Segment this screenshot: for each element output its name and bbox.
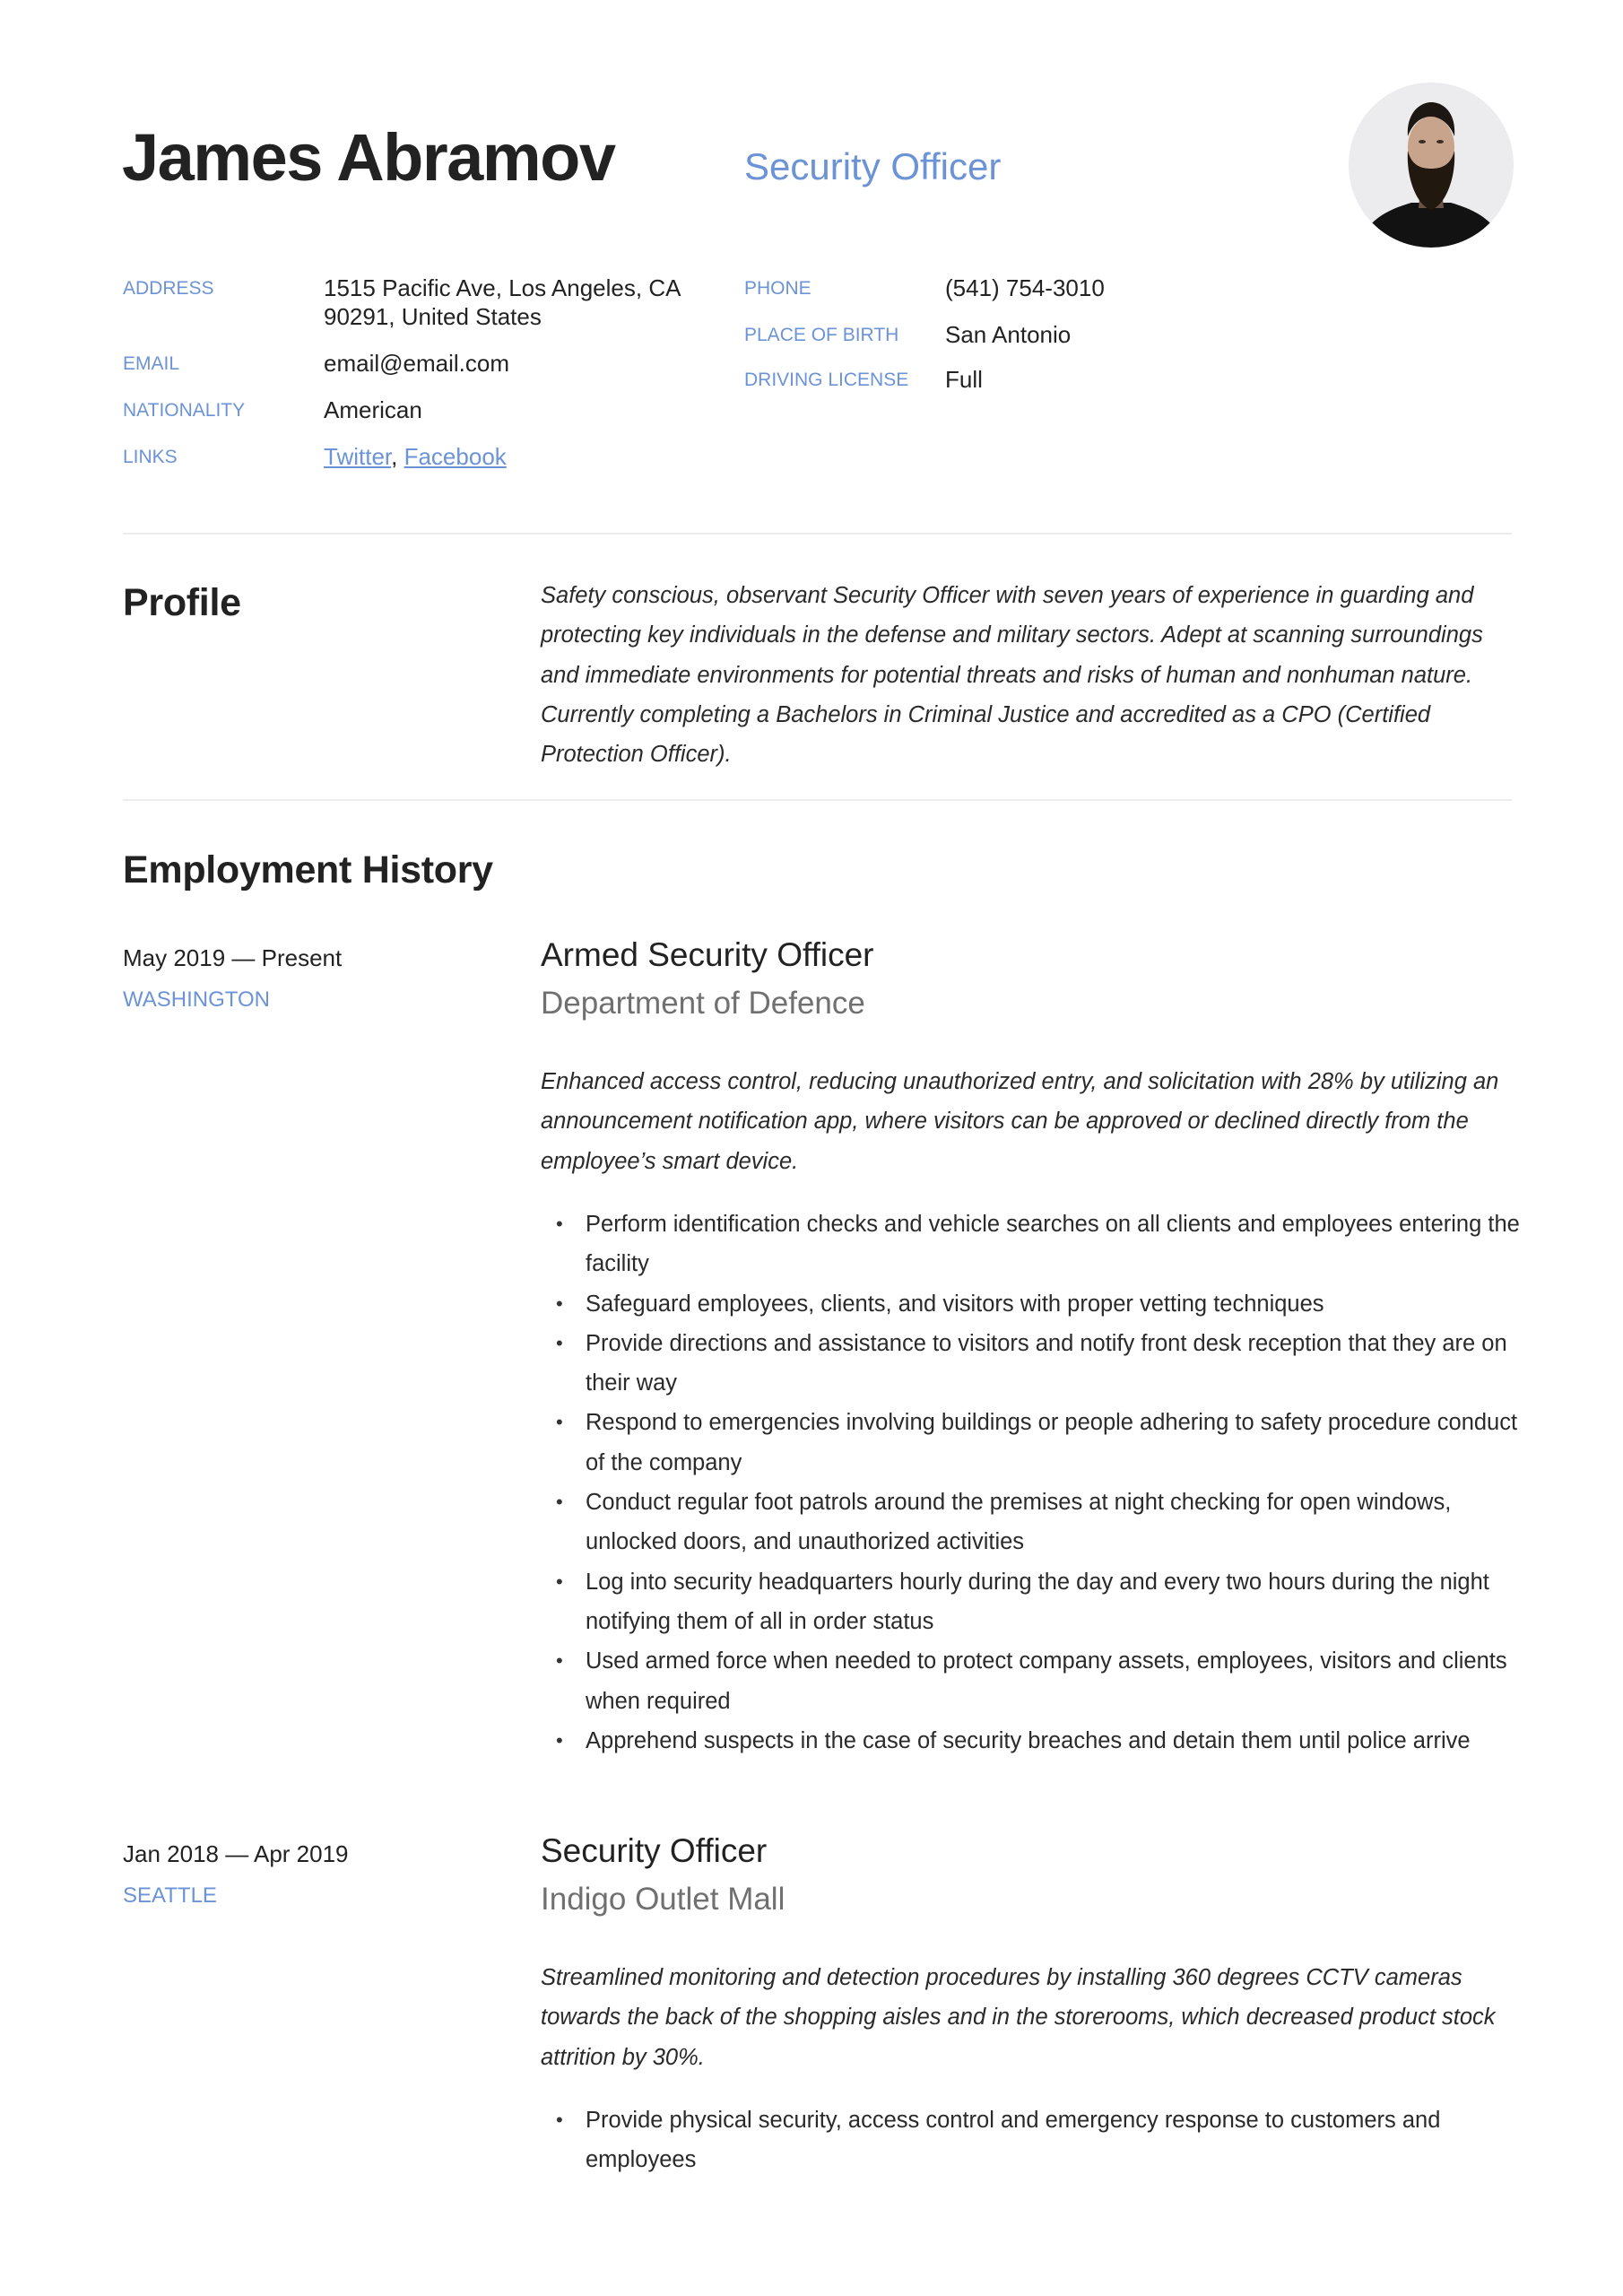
section-divider bbox=[123, 799, 1512, 801]
list-item: • Provide directions and assistance to visitors and notify front desk reception that they are on their way bbox=[541, 1324, 1520, 1404]
bullet-icon: • bbox=[556, 1491, 563, 1514]
job-dates: May 2019 — Present bbox=[123, 944, 343, 971]
bullet-icon: • bbox=[556, 1213, 563, 1235]
bullet-icon: • bbox=[556, 2109, 563, 2131]
bullet-icon: • bbox=[556, 1411, 563, 1434]
job-company: Department of Defence bbox=[541, 986, 865, 1021]
email-label: EMAIL bbox=[123, 353, 180, 374]
place-of-birth-label: PLACE OF BIRTH bbox=[744, 325, 899, 345]
bullet-icon: • bbox=[556, 1570, 563, 1593]
phone-label: PHONE bbox=[744, 278, 812, 299]
bullet-icon: • bbox=[556, 1331, 563, 1354]
avatar bbox=[1349, 83, 1514, 248]
links-label: LINKS bbox=[123, 447, 178, 467]
email-value: email@email.com bbox=[324, 350, 509, 377]
candidate-name: James Abramov bbox=[122, 120, 615, 195]
job-duties-list bbox=[541, 2100, 1520, 2180]
bullet-icon: • bbox=[556, 1649, 563, 1673]
job-city: SEATTLE bbox=[123, 1883, 217, 1908]
list-item: • Provide physical security, access control and emergency response to customers and employees bbox=[541, 2100, 1520, 2180]
avatar-photo-icon bbox=[1349, 83, 1514, 248]
nationality-value: American bbox=[324, 396, 422, 423]
facebook-link[interactable]: Facebook bbox=[404, 443, 507, 470]
list-item: • Safeguard employees, clients, and visitors with proper vetting techniques bbox=[541, 1284, 1520, 1324]
list-item: • Log into security headquarters hourly during the day and every two hours during the night notifying them of all in order status bbox=[541, 1562, 1520, 1642]
place-of-birth-value: San Antonio bbox=[945, 321, 1072, 348]
phone-value: (541) 754-3010 bbox=[945, 274, 1105, 301]
bullet-icon: • bbox=[556, 1292, 563, 1315]
job-city: WASHINGTON bbox=[123, 987, 271, 1012]
job-duties-list bbox=[541, 1205, 1520, 1761]
driving-license-value: Full bbox=[945, 366, 983, 393]
list-item: • Respond to emergencies involving buildings or people adhering to safety procedure conduct of the company bbox=[541, 1403, 1520, 1483]
links-value bbox=[324, 442, 507, 471]
address-line-1: 1515 Pacific Ave, Los Angeles, CA bbox=[324, 274, 681, 301]
bullet-icon: • bbox=[556, 1728, 563, 1752]
list-item: • Apprehend suspects in the case of security breaches and detain them until police arrive bbox=[541, 1721, 1520, 1761]
list-item: • Used armed force when needed to protect company assets, employees, visitors and clients when required bbox=[541, 1641, 1520, 1721]
job-summary: Streamlined monitoring and detection procedures by installing 360 degrees CCTV cameras towards the back of the shopping aisles and in the storerooms, which decreased product stock attrition by 30%. bbox=[541, 1965, 1496, 2070]
profile-text: Safety conscious, observant Security Officer with seven years of experience in guarding and protecting key individuals in the defense and military sectors. Adept at scanning surroundings and immediate environments for potential threats and risks of human and nonhuman nature. Currently completing a Bachelors in Criminal Justice and accredited as a CPO (Certified Protection Officer). bbox=[541, 583, 1483, 768]
employment-heading: Employment History bbox=[123, 848, 493, 891]
list-item: • Perform identification checks and vehicle searches on all clients and employees entering the facility bbox=[541, 1205, 1520, 1284]
address-label: ADDRESS bbox=[123, 278, 214, 299]
job-dates: Jan 2018 — Apr 2019 bbox=[123, 1840, 349, 1867]
candidate-title: Security Officer bbox=[744, 145, 1002, 187]
job-role: Armed Security Officer bbox=[541, 936, 874, 973]
section-divider bbox=[123, 533, 1512, 535]
job-summary: Enhanced access control, reducing unauthorized entry, and solicitation with 28% by utilizing an announcement notification app, where visitors can be approved or declined directly from the employee’s smart device. bbox=[541, 1069, 1499, 1174]
twitter-link[interactable]: Twitter bbox=[324, 443, 392, 470]
driving-license-label: DRIVING LICENSE bbox=[744, 370, 909, 390]
profile-heading: Profile bbox=[123, 581, 241, 624]
links-separator: , bbox=[391, 443, 404, 470]
job-role: Security Officer bbox=[541, 1832, 768, 1869]
nationality-label: NATIONALITY bbox=[123, 400, 246, 421]
list-item: • Conduct regular foot patrols around the premises at night checking for open windows, unlocked doors, and unauthorized activities bbox=[541, 1483, 1520, 1562]
address-value bbox=[324, 274, 681, 331]
address-line-2: 90291, United States bbox=[324, 303, 542, 330]
job-company: Indigo Outlet Mall bbox=[541, 1882, 785, 1917]
